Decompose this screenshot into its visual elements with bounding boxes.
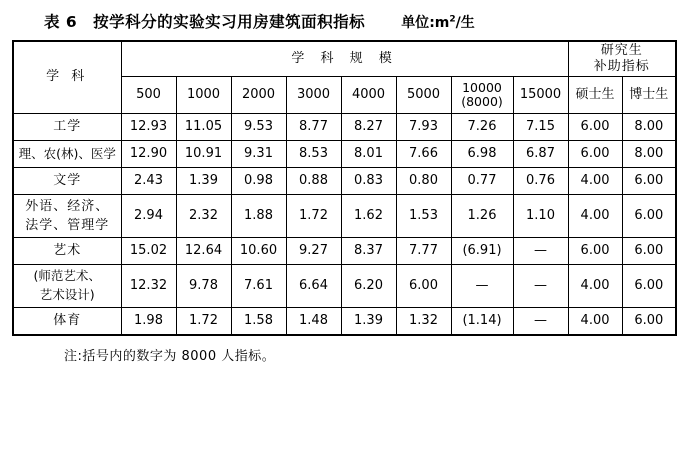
cell-1-grad-master: 6.00 bbox=[568, 141, 622, 168]
cell-6-4: 1.39 bbox=[341, 308, 396, 336]
cell-3-grad-doctor: 6.00 bbox=[622, 195, 676, 238]
header-scale-10000 bbox=[451, 77, 513, 114]
cell-1-2: 9.31 bbox=[231, 141, 286, 168]
row-label-3-line2: 法学、管理学 bbox=[25, 218, 110, 233]
cell-3-7: 1.10 bbox=[513, 195, 568, 238]
cell-1-6: 6.98 bbox=[451, 141, 513, 168]
cell-4-5: 7.77 bbox=[396, 238, 451, 265]
cell-3-grad-master: 4.00 bbox=[568, 195, 622, 238]
header-scale-3000: 3000 bbox=[286, 77, 341, 114]
unit-prefix: 单位 bbox=[401, 15, 430, 31]
cell-4-0: 15.02 bbox=[121, 238, 176, 265]
cell-5-7: — bbox=[513, 265, 568, 308]
cell-3-2: 1.88 bbox=[231, 195, 286, 238]
row-label-2: 文学 bbox=[13, 168, 121, 195]
cell-0-6: 7.26 bbox=[451, 114, 513, 141]
unit-suffix: /生 bbox=[455, 15, 475, 31]
header-scale-group: 学 科 规 模 bbox=[121, 41, 568, 77]
cell-4-1: 12.64 bbox=[176, 238, 231, 265]
table-title-row bbox=[0, 0, 678, 40]
header-grad-master: 硕士生 bbox=[568, 77, 622, 114]
table-header-row-1 bbox=[13, 41, 676, 77]
cell-3-6: 1.26 bbox=[451, 195, 513, 238]
row-label-5 bbox=[13, 265, 121, 308]
header-scale-1000: 1000 bbox=[176, 77, 231, 114]
table-row bbox=[13, 195, 676, 238]
header-grad-group bbox=[568, 41, 676, 77]
cell-2-3: 0.88 bbox=[286, 168, 341, 195]
cell-5-0: 12.32 bbox=[121, 265, 176, 308]
cell-4-6: (6.91) bbox=[451, 238, 513, 265]
cell-3-3: 1.72 bbox=[286, 195, 341, 238]
cell-5-grad-doctor: 6.00 bbox=[622, 265, 676, 308]
cell-3-0: 2.94 bbox=[121, 195, 176, 238]
cell-0-2: 9.53 bbox=[231, 114, 286, 141]
table-row bbox=[13, 114, 676, 141]
header-scale-5000: 5000 bbox=[396, 77, 451, 114]
row-label-0: 工学 bbox=[13, 114, 121, 141]
cell-6-5: 1.32 bbox=[396, 308, 451, 336]
table-row bbox=[13, 141, 676, 168]
cell-5-1: 9.78 bbox=[176, 265, 231, 308]
cell-6-6: (1.14) bbox=[451, 308, 513, 336]
cell-2-grad-master: 4.00 bbox=[568, 168, 622, 195]
cell-0-grad-master: 6.00 bbox=[568, 114, 622, 141]
cell-2-2: 0.98 bbox=[231, 168, 286, 195]
unit-value: :m bbox=[429, 15, 450, 31]
row-label-5-line1: (师范艺术、 bbox=[33, 268, 101, 284]
cell-6-0: 1.98 bbox=[121, 308, 176, 336]
cell-4-grad-doctor: 6.00 bbox=[622, 238, 676, 265]
cell-0-1: 11.05 bbox=[176, 114, 231, 141]
unit-superscript: 2 bbox=[449, 14, 456, 25]
header-scale-10000-line1: 10000 bbox=[462, 79, 502, 95]
cell-5-4: 6.20 bbox=[341, 265, 396, 308]
cell-2-7: 0.76 bbox=[513, 168, 568, 195]
cell-0-0: 12.93 bbox=[121, 114, 176, 141]
cell-4-3: 9.27 bbox=[286, 238, 341, 265]
unit-label bbox=[401, 12, 475, 32]
cell-2-4: 0.83 bbox=[341, 168, 396, 195]
row-label-5-line2: 艺术设计) bbox=[39, 287, 95, 302]
row-label-4: 艺术 bbox=[13, 238, 121, 265]
header-scale-2000: 2000 bbox=[231, 77, 286, 114]
cell-3-1: 2.32 bbox=[176, 195, 231, 238]
header-scale-500: 500 bbox=[121, 77, 176, 114]
page-title: 表 6 按学科分的实验实习用房建筑面积指标 bbox=[44, 13, 366, 31]
row-label-3 bbox=[13, 195, 121, 238]
cell-2-6: 0.77 bbox=[451, 168, 513, 195]
header-subject: 学 科 bbox=[13, 41, 121, 114]
cell-4-2: 10.60 bbox=[231, 238, 286, 265]
cell-5-2: 7.61 bbox=[231, 265, 286, 308]
cell-1-grad-doctor: 8.00 bbox=[622, 141, 676, 168]
cell-1-7: 6.87 bbox=[513, 141, 568, 168]
table-row bbox=[13, 238, 676, 265]
header-grad-doctor: 博士生 bbox=[622, 77, 676, 114]
cell-1-3: 8.53 bbox=[286, 141, 341, 168]
table-note: 注:括号内的数字为 8000 人指标。 bbox=[64, 349, 276, 364]
row-label-1: 理、农(林)、医学 bbox=[13, 141, 121, 168]
cell-2-0: 2.43 bbox=[121, 168, 176, 195]
cell-3-4: 1.62 bbox=[341, 195, 396, 238]
cell-1-5: 7.66 bbox=[396, 141, 451, 168]
header-scale-10000-line2: (8000) bbox=[461, 94, 503, 109]
row-label-3-line1: 外语、经济、 bbox=[25, 198, 110, 214]
cell-6-7: — bbox=[513, 308, 568, 336]
cell-1-1: 10.91 bbox=[176, 141, 231, 168]
table-row bbox=[13, 265, 676, 308]
cell-0-7: 7.15 bbox=[513, 114, 568, 141]
cell-5-5: 6.00 bbox=[396, 265, 451, 308]
header-scale-15000: 15000 bbox=[513, 77, 568, 114]
header-grad-line1: 研究生 bbox=[600, 42, 643, 58]
cell-1-4: 8.01 bbox=[341, 141, 396, 168]
cell-2-1: 1.39 bbox=[176, 168, 231, 195]
cell-4-grad-master: 6.00 bbox=[568, 238, 622, 265]
cell-4-7: — bbox=[513, 238, 568, 265]
header-grad-line2: 补助指标 bbox=[593, 59, 650, 74]
cell-6-grad-doctor: 6.00 bbox=[622, 308, 676, 336]
cell-2-grad-doctor: 6.00 bbox=[622, 168, 676, 195]
cell-4-4: 8.37 bbox=[341, 238, 396, 265]
cell-6-2: 1.58 bbox=[231, 308, 286, 336]
cell-0-grad-doctor: 8.00 bbox=[622, 114, 676, 141]
cell-5-grad-master: 4.00 bbox=[568, 265, 622, 308]
cell-0-5: 7.93 bbox=[396, 114, 451, 141]
header-scale-4000: 4000 bbox=[341, 77, 396, 114]
cell-2-5: 0.80 bbox=[396, 168, 451, 195]
area-index-table bbox=[12, 40, 677, 336]
table-row bbox=[13, 308, 676, 336]
table-row bbox=[13, 168, 676, 195]
cell-0-4: 8.27 bbox=[341, 114, 396, 141]
row-label-6: 体育 bbox=[13, 308, 121, 336]
cell-6-grad-master: 4.00 bbox=[568, 308, 622, 336]
cell-3-5: 1.53 bbox=[396, 195, 451, 238]
cell-5-6: — bbox=[451, 265, 513, 308]
cell-6-3: 1.48 bbox=[286, 308, 341, 336]
cell-0-3: 8.77 bbox=[286, 114, 341, 141]
table-wrapper bbox=[12, 40, 669, 336]
cell-1-0: 12.90 bbox=[121, 141, 176, 168]
cell-5-3: 6.64 bbox=[286, 265, 341, 308]
cell-6-1: 1.72 bbox=[176, 308, 231, 336]
